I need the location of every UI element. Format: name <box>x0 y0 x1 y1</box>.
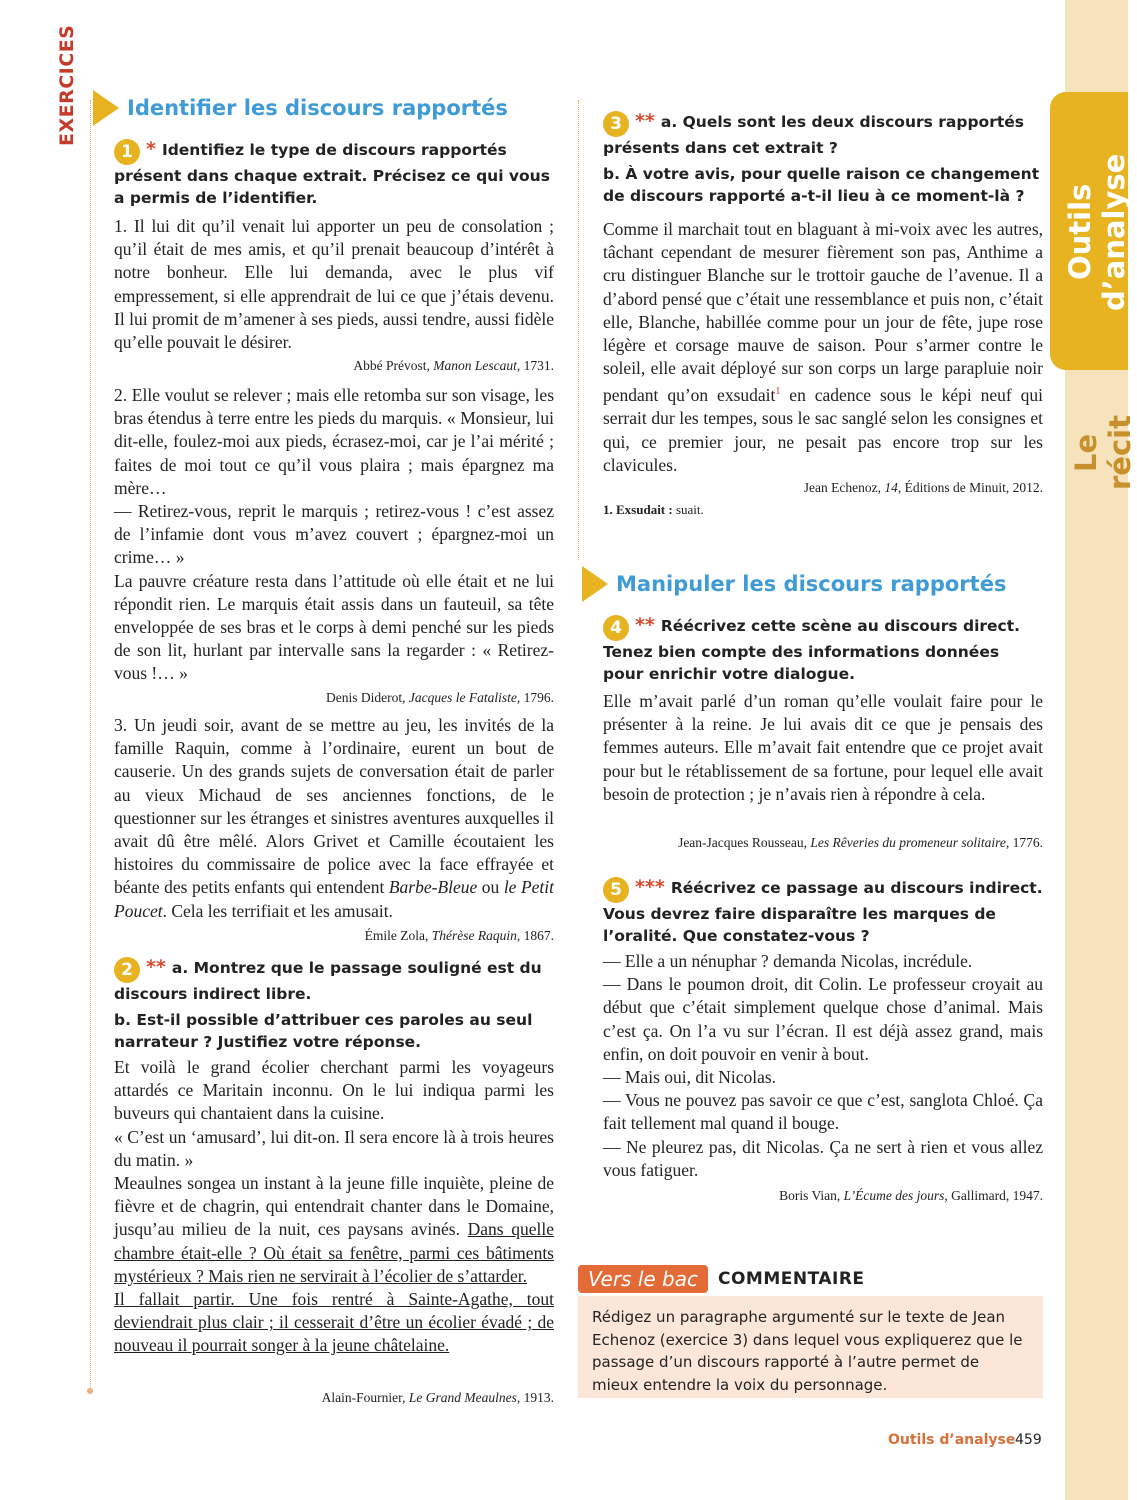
section-header-identifier <box>93 90 508 126</box>
exercise-number-badge: 1 <box>114 139 140 165</box>
underlined-passage: Il fallait partir. Une fois rentré à Sainte-Agathe, tout deviendrait plus clair ; il cesserait d’être un écolier évadé ; de nouveau il pourrait songer à la jeune châtelaine. <box>114 1289 554 1356</box>
side-tab-label-recit[interactable]: Le récit <box>1069 415 1137 491</box>
exercise-number-badge: 3 <box>603 111 629 137</box>
exercise-2-instruction: 2 ** a. Montrez que le passage souligné est du discours indirect libre. b. Est-il possible d’attribuer ces paroles au seul narrateur ? Justifiez votre réponse. <box>114 956 542 1051</box>
vers-le-bac-title: COMMENTAIRE <box>717 1269 865 1289</box>
exercise-5-text: — Elle a un nénuphar ? demanda Nicolas, incrédule. — Dans le poumon droit, dit Colin. Le professeur croyait au début que c’était simplement quelque chose d’animal. Mais c’est ça. On l’a vu sur l’écran. Il est déjà assez grand, mais enfin, on doit pouvoir en venir à bout. — Mais oui, dit Nicolas. — Vous ne pouvez pas savoir ce que c’est, sanglota Chloé. Ça fait tellement mal quand il bouge. — Ne pleurez pas, dit Nicolas. Ça ne sert à rien et vous allez vous fatiguer. <box>603 951 1043 1180</box>
exercise-1-text-1: 1. Il lui dit qu’il venait lui apporter un peu de consolation ; qu’il était de mes amis, et qu’il prenait beaucoup d’intérêt à notre bonheur. Elle lui demanda, avec le plus vif empressement, si elle apprendrait de lui ce que j’étais devenu. Il lui promit de m’amener à ses pieds, aussi tendre, aussi fidèle qu’elle pouvait le désirer. <box>114 216 554 353</box>
difficulty-stars: ** <box>635 614 655 636</box>
exercise-3-text: Comme il marchait tout en blaguant à mi-voix avec les autres, tâchant cependant de mesurer fièrement son pas, Anthime a cru distinguer Blanche sur le trottoir gauche de l’avenue. Il a d’abord pensé que c’était une ressemblance et puis non, c’était elle, Blanche, habillée comme pour un jour de fête, jupe rose légère et corsage mauve de saison. Pour s’armer contre le soleil, elle avait déployé sur son corps un large parapluie noir pendant qu’on exsudait$^1$ en cadence sous le képi neuf qui serrait dur les tempes, sous le sac sanglé selon les consignes et qui, ce premier jour, ne pesait pas encore trop sur les clavicules. <box>603 219 1043 475</box>
difficulty-stars: * <box>146 138 156 160</box>
underlined-passage: Dans quelle chambre était-elle ? Où était sa fenêtre, parmi ces bâtiments mystérieux ? Mais rien ne servirait à l’écolier de s’attarder. <box>114 1219 554 1286</box>
section-title: Identifier les discours rapportés <box>127 96 508 120</box>
exercise-number-badge: 4 <box>603 615 629 641</box>
page-number: 459 <box>1015 1432 1042 1448</box>
column-divider-left <box>90 100 91 1390</box>
arrow-icon <box>582 566 608 602</box>
exercise-1-text-3: 3. Un jeudi soir, avant de se mettre au jeu, les invités de la famille Raquin, comme à l’ordinaire, eurent un bout de causerie. Un des grands sujets de conversation était de parler au vieux Michaud de ses anciennes fonctions, de le questionner sur les étranges et sinistres aventures auxquelles il avait dû être mêlé. Alors Grivet et Camille écoutaient les histoires du commissaire de police avec la face effrayée et béante des petits enfants qui entendent Barbe-Bleue ou le Petit Poucet. Cela les terrifiait et les amusait. <box>114 715 554 921</box>
footer-section-label: Outils d’analyse <box>888 1432 1016 1448</box>
source-citation: Boris Vian, L’Écume des jours, Gallimard, 1947. <box>779 1188 1043 1203</box>
exercise-1-instruction <box>114 138 554 209</box>
exercise-4-text: Elle m’avait parlé d’un roman qu’elle voulait faire pour le présenter à la reine. Je lui avais dit ce que je pensais des femmes auteurs. Elle m’avait fait entendre que ce projet avait pour but le rétablissement de sa fortune, pour lequel elle avait besoin de protection ; je n’avais rien à répondre à cela. <box>603 691 1043 804</box>
exercise-2-text: Et voilà le grand écolier cherchant parmi les voyageurs attardés ce Maritain inconnu. On le lui indiqua parmi les buveurs qui chantaient dans la cuisine. « C’est un ‘amusard’, lui dit-on. Il sera encore là à trois heures du matin. » Meaulnes songea un instant à la jeune fille inquiète, pleine de fièvre et de chagrin, qui entendrait chanter dans le Domaine, jusqu’au milieu de la nuit, ces paysans avinés. Dans quelle chambre était-elle ? Où était sa fenêtre, parmi ces bâtiments mystérieux ? Mais rien ne servirait à l’écolier de s’attarder. Il fallait partir. Une fois rentré à Sainte-Agathe, tout deviendrait plus clair ; il cesserait d’être un écolier évadé ; de nouveau il pourrait songer à la jeune châtelaine. <box>114 1057 554 1356</box>
exercise-1-text-2 <box>114 384 554 686</box>
source-citation: Alain-Fournier, Le Grand Meaulnes, 1913. <box>321 1390 554 1405</box>
paragraph: 2. Elle voulut se relever ; mais elle retomba sur son visage, les bras étendus à terre entre les pieds du marquis. « Monsieur, lui dit-elle, foulez-moi aux pieds, écrasez-moi, car je l’ai mérité ; faites de moi tout ce qu’il vous plaira ; mais épargnez ma mère… <box>114 385 554 498</box>
column-divider-middle <box>578 100 579 560</box>
exercise-3-instruction: 3 ** a. Quels sont les deux discours rapportés présents dans cet extrait ? b. À votre avis, pour quelle raison ce changement de discours rapporté a-t-il lieu à ce moment-là ? <box>603 110 1040 205</box>
vers-le-bac-header <box>578 1265 865 1293</box>
vers-le-bac-text: Rédigez un paragraphe argumenté sur le texte de Jean Echenoz (exercice 3) dans lequel vous expliquerez que le passage d’un discours rapporté à l’autre permet de mieux entendre la voix du personnage. <box>592 1308 1023 1394</box>
exercise-number-badge: 2 <box>114 957 140 983</box>
source-citation: Jean-Jacques Rousseau, Les Rêveries du promeneur solitaire, 1776. <box>678 835 1043 850</box>
arrow-icon <box>93 90 119 126</box>
paragraph: La pauvre créature resta dans l’attitude où elle était et ne lui répondit rien. Le marquis était assis dans un fauteuil, sa tête enveloppée de ses bras et le corps à demi penché sur les pieds de son lit, hurlant par intervalle sans la regarder : « Retirez-vous !… » <box>114 570 554 684</box>
side-tab-label-outils[interactable]: Outils d’analyse <box>1063 153 1131 311</box>
difficulty-stars: ** <box>635 110 655 132</box>
source-citation: Émile Zola, Thérèse Raquin, 1867. <box>364 928 554 943</box>
source-citation: Abbé Prévost, Manon Lescaut, 1731. <box>353 358 554 373</box>
exercise-4-instruction: 4 ** Réécrivez cette scène au discours direct. Tenez bien compte des informations données pour enrichir votre dialogue. <box>603 614 1021 683</box>
divider-dot <box>87 1388 93 1394</box>
paragraph: — Retirez-vous, reprit le marquis ; retirez-vous ! c’est assez de l’infamie dont vous m’avez couvert ; épargnez-moi un crime… » <box>114 501 554 568</box>
section-header-manipuler <box>582 566 1006 602</box>
vers-le-bac-badge: Vers le bac <box>578 1265 708 1293</box>
difficulty-stars: *** <box>635 876 665 898</box>
source-citation: Denis Diderot, Jacques le Fataliste, 1796. <box>326 690 554 705</box>
vers-le-bac-box <box>578 1296 1043 1398</box>
source-citation: Jean Echenoz, 14, Éditions de Minuit, 2012. <box>803 480 1043 495</box>
footnote-marker: 1 <box>775 386 781 398</box>
difficulty-stars: ** <box>146 956 166 978</box>
section-title: Manipuler les discours rapportés <box>616 572 1007 596</box>
exercices-label: EXERCICES <box>56 24 78 146</box>
exercise-5-instruction: 5 *** Réécrivez ce passage au discours indirect. Vous devrez faire disparaître les marques de l’oralité. Que constatez-vous ? <box>603 876 1043 945</box>
exercise-number-badge: 5 <box>603 877 629 903</box>
instruction-text: Identifiez le type de discours rapportés présent dans chaque extrait. Précisez ce qui vous a permis de l’identifier. <box>114 141 550 207</box>
footnote: 1. Exsudait : suait. <box>603 502 704 517</box>
